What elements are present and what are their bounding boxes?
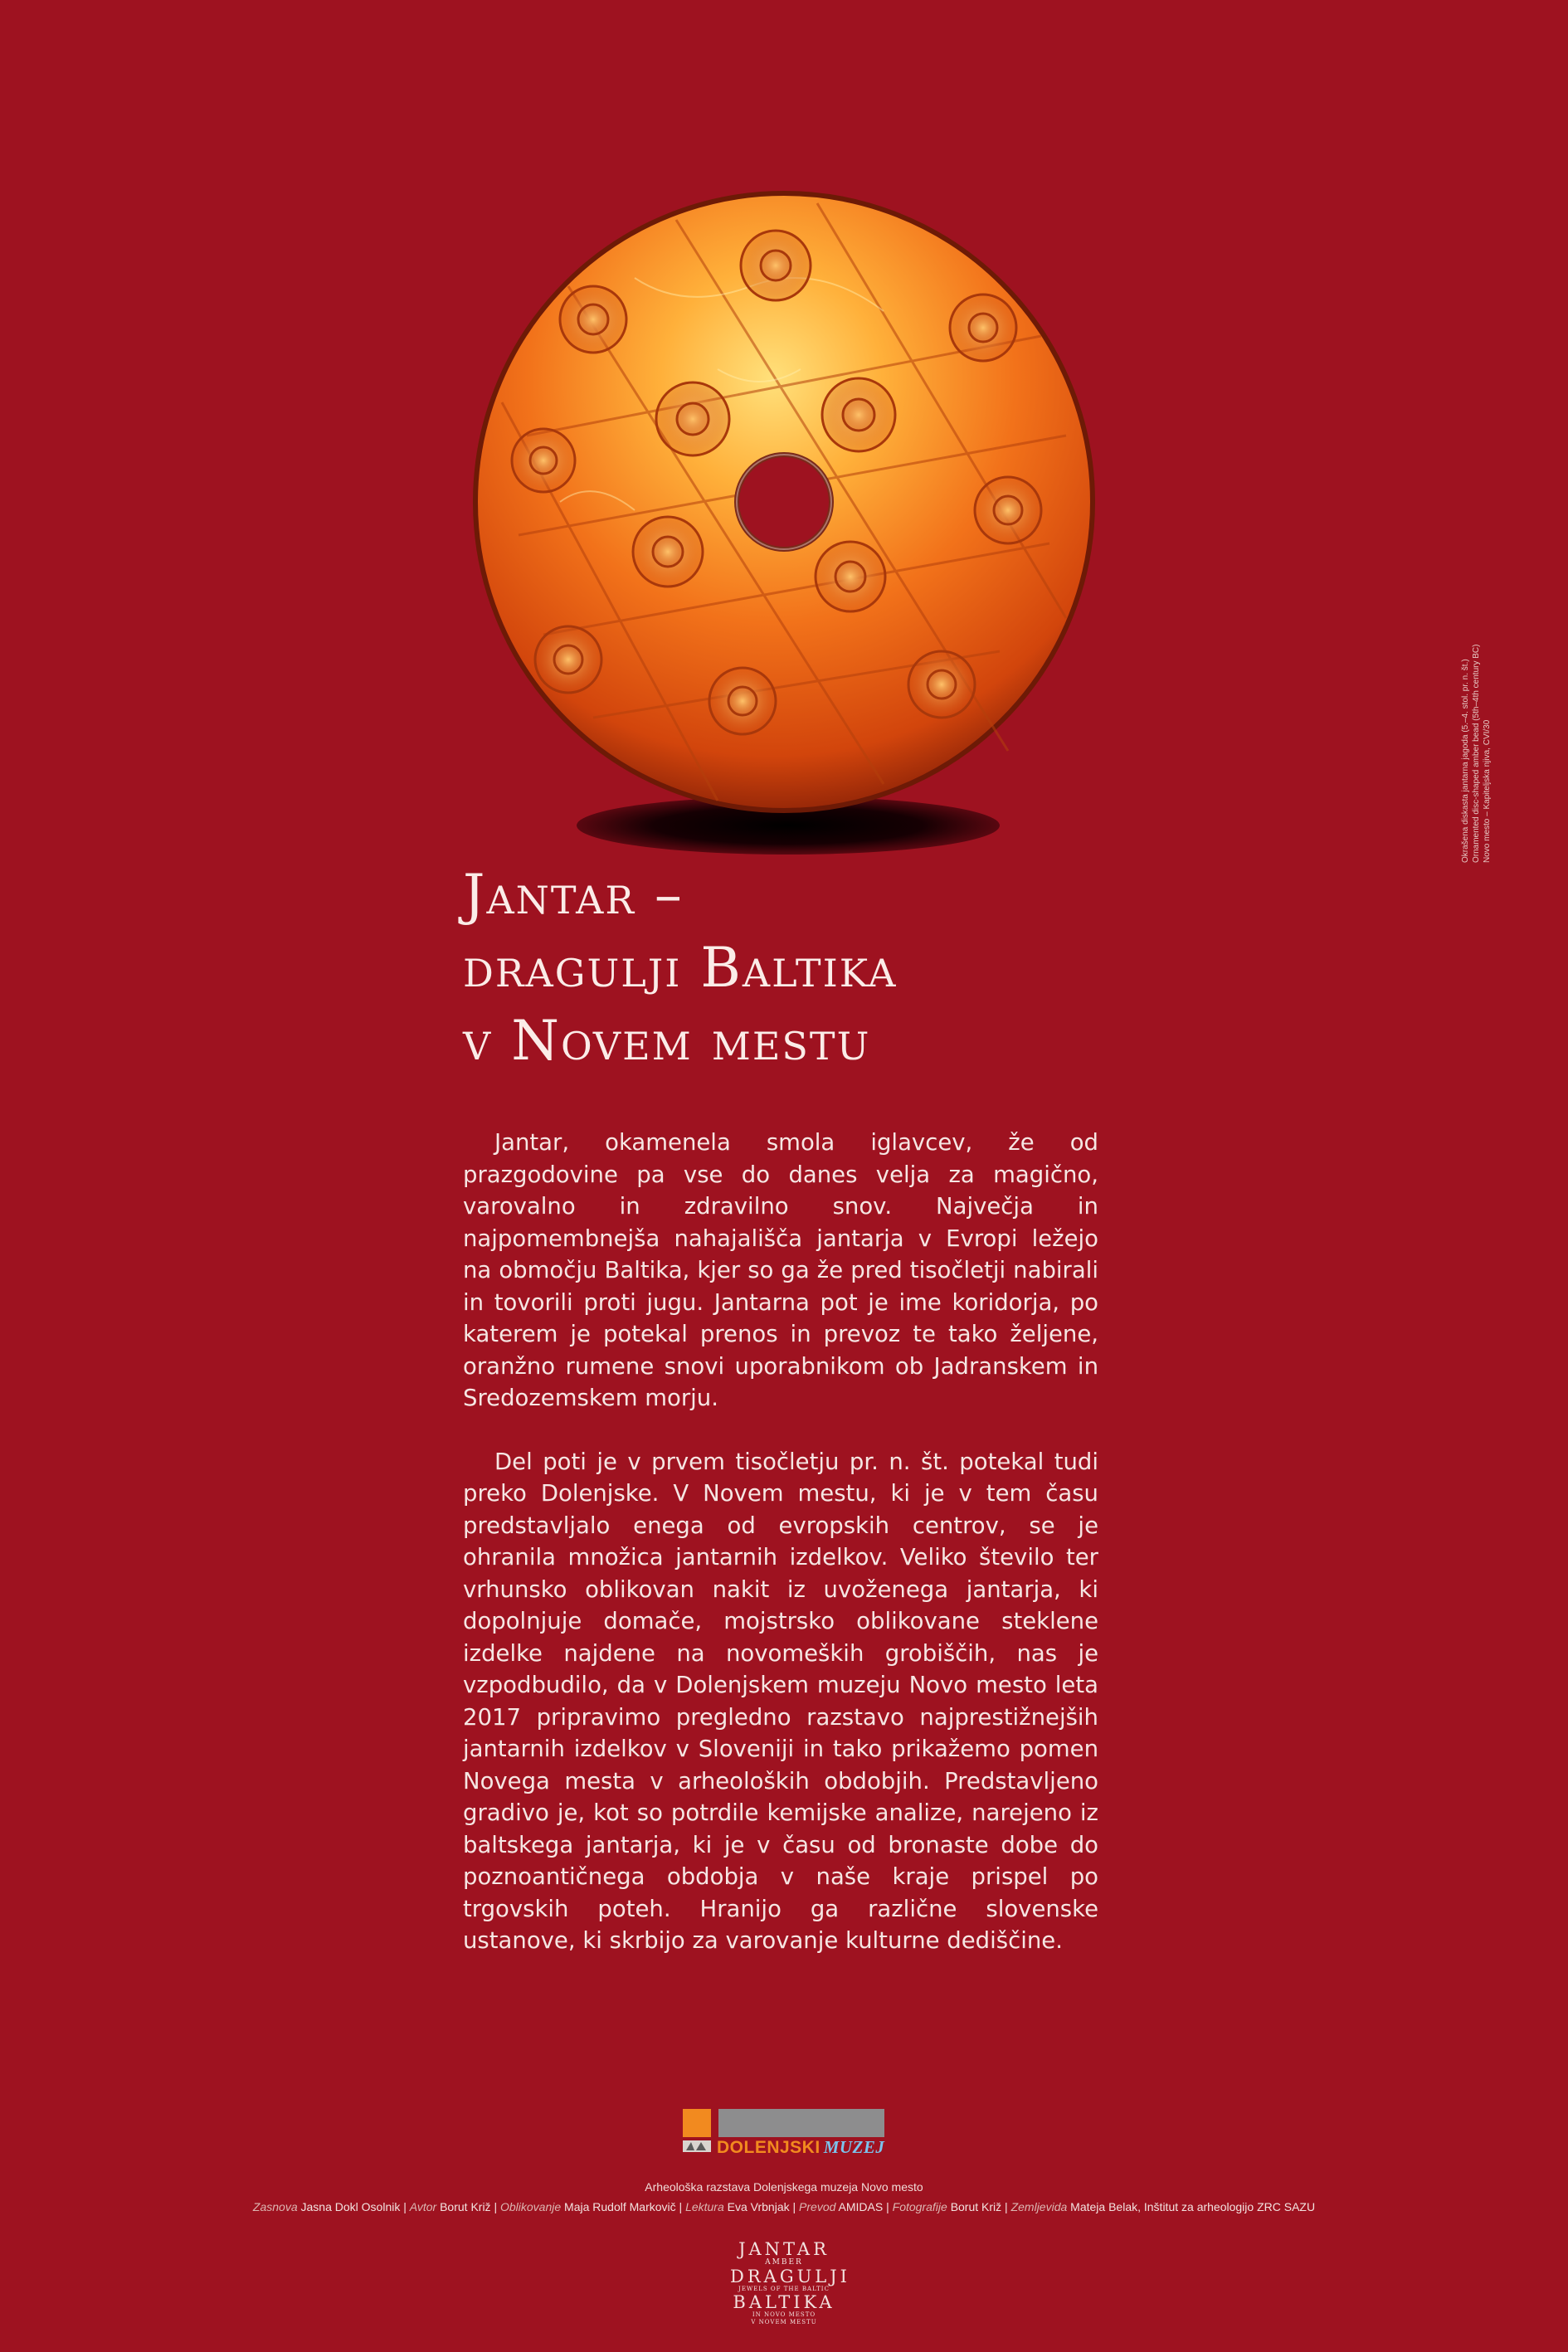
caption-line-3: Novo mesto – Kapiteljska njiva, CVI/30	[1483, 719, 1492, 863]
paragraph-2: Del poti je v prvem tisočletju pr. n. št. potekal tudi preko Dolenjske. V Novem mestu, ki je v tem času predstavljalo enega od evropskih centrov, se je ohranila množica jantarnih izdelkov. Veliko število ter vrhunsko oblikovan nakit iz uvoženega jantarja, ki dopolnjuje domače, mojstrsko oblikovane steklene izdelke najdene na novomeških grobiščih, nas je vzpodbudilo, da v Dolenjskem muzeju Novo mesto leta 2017 pripravimo pregledno razstavo najprestižnejših jantarnih izdelkov v Sloveniji in tako prikažemo pomen Novega mesta v arheoloških obdobjih. Predstavljeno gradivo je, kot so potrdile kemijske analize, narejeno iz baltskega jantarja, ki je v času od bronaste dobe do poznoantičnega obdobja v naše kraje prispel po trgovskih poteh. Hranijo ga različne slovenske ustanove, ki skrbijo za varovanje kulturne dediščine.	[463, 1448, 1098, 1954]
mini-logo-baltika: BALTIKA	[733, 2292, 835, 2312]
logo-orange-square	[683, 2109, 711, 2137]
credit-role: Prevod	[799, 2200, 836, 2213]
credit-name: Maja Rudolf Markovič	[564, 2200, 676, 2213]
photo-caption	[1460, 614, 1493, 863]
title-line-2: dragulji Baltika	[463, 936, 898, 1000]
credit-name: Eva Vrbnjak	[727, 2200, 790, 2213]
mini-logo-dragulji: DRAGULJI	[730, 2267, 850, 2286]
title-line-3: v Novem mestu	[463, 1009, 871, 1073]
credit-name: AMIDAS	[838, 2200, 884, 2213]
mini-logo-jewels: JEWELS OF THE BALTIC	[738, 2286, 830, 2292]
logo-grey-bar	[718, 2109, 884, 2137]
mini-logo-v-novem-mestu: V NOVEM MESTU	[751, 2319, 817, 2325]
exhibition-mini-logo	[730, 2239, 850, 2326]
logo-text	[717, 2137, 884, 2158]
paragraph-1: Jantar, okamenela smola iglavcev, že od prazgodovine pa vse do danes velja za magično, varovalno in zdravilno snov. Največja in najpomembnejša nahajališča jantarja v Evropi ležejo na območju Baltika, kjer so ga že pred tisočletji nabirali in tovorili proti jugu. Jantarna pot je ime koridorja, po katerem je potekal prenos in prevoz te tako željene, oranžno rumene snovi uporabnikom ob Jadranskem in Sredozemskem morju.	[463, 1129, 1098, 1411]
amber-bead-image	[469, 187, 1099, 817]
logo-text-muzej: MUZEJ	[823, 2137, 885, 2157]
caption-line-1: Okrašena diskasta jantarna jagoda (5.–4. stol. pr. n. št.)	[1461, 659, 1470, 863]
credits-line: Zasnova Jasna Dokl Osolnik | Avtor Borut Križ | Oblikovanje Maja Rudolf Markovič | Lektura Eva Vrbnjak | Prevod AMIDAS | Fotografije Borut Križ | Zemljevida Mateja Belak, Inštitut za arheologijo ZRC SAZU	[252, 2200, 1316, 2213]
logo-text-dolenjski: DOLENJSKI	[717, 2138, 821, 2157]
poster-title	[463, 859, 1044, 1078]
caption-line-2: Ornamented disc-shaped amber bead (5th–4th century BC)	[1472, 644, 1481, 863]
credit-name: Borut Križ	[950, 2200, 1002, 2213]
credit-role: Zemljevida	[1010, 2200, 1068, 2213]
credit-name: Jasna Dokl Osolnik	[300, 2200, 401, 2213]
credit-role: Zasnova	[252, 2200, 298, 2213]
credit-name: Mateja Belak, Inštitut za arheologijo ZRC SAZU	[1070, 2200, 1316, 2213]
credit-role: Avtor	[409, 2200, 437, 2213]
amber-bead-photo	[469, 187, 1099, 867]
mini-logo-in-novo-mesto: IN NOVO MESTO	[752, 2311, 816, 2318]
logo-mark-icon	[683, 2139, 711, 2154]
title-line-1: Jantar –	[463, 863, 684, 927]
credit-role: Fotografije	[892, 2200, 947, 2213]
credit-name: Borut Križ	[440, 2200, 491, 2213]
credit-role: Oblikovanje	[499, 2200, 562, 2213]
credit-role: Lektura	[685, 2200, 724, 2213]
exhibition-label: Arheološka razstava Dolenjskega muzeja Novo mesto	[645, 2180, 923, 2194]
body-text	[463, 1127, 1098, 1989]
mini-logo-amber: AMBER	[765, 2258, 803, 2267]
dolenjski-muzej-logo	[683, 2107, 886, 2157]
mini-logo-jantar: JANTAR	[738, 2239, 830, 2259]
